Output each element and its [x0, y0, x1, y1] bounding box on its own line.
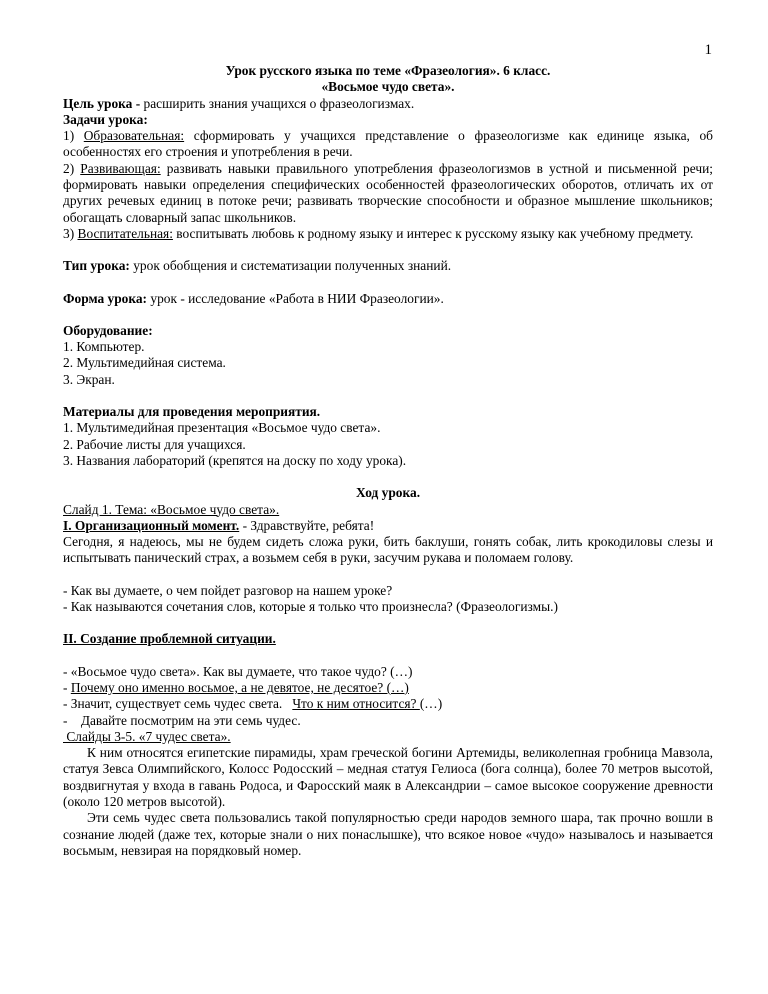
task-number: 3): [63, 225, 78, 241]
lesson-goal: [63, 96, 713, 112]
task-text: развивать навыки правильного употребления фразеологизмов в устной и письменной речи; формировать навыки определения специфических особенностей фразеологических оборотов, отличать их от других речевых единиц в потоке речи; развивать творческие способности и образное мышление школьников; обогащать словарный запас школьников.: [63, 160, 713, 225]
equipment-item: 1. Компьютер.: [63, 339, 145, 355]
materials-item: 3. Названия лабораторий (крепятся на доску по ходу урока).: [63, 452, 407, 468]
document-title: Урок русского языка по теме «Фразеология». 6 класс.: [225, 63, 551, 78]
slides-3-5-label: Слайды 3-5. «7 чудес света».: [63, 728, 231, 744]
lesson-type-label: Тип урока:: [63, 258, 130, 274]
wonders-paragraph: К ним относятся египетские пирамиды, храм греческой богини Артемиды, великолепная гробница Мавзола, статуя Зевса Олимпийского, Колосс Родосский – медная статуя Гелиоса (бога солнца), более 70 метров высотой, воздвигнутая у входа в гавань Родоса, и Фаросский маяк в Александрии – самое высокое сооружение древности (около 120 метров высотой).: [63, 745, 713, 809]
equipment-item: 3. Экран.: [63, 371, 115, 387]
equipment-heading: Оборудование:: [63, 322, 153, 338]
dialogue-underlined: Что к ним относится?: [292, 696, 420, 712]
section-1-heading: I. Организационный момент.: [63, 517, 240, 533]
lesson-form-label: Форма урока:: [63, 290, 148, 306]
tasks-heading: Задачи урока:: [63, 111, 148, 127]
dialogue-line-1: - «Восьмое чудо света». Как вы думаете, что такое чудо? (…): [63, 663, 413, 679]
question-2: - Как называются сочетания слов, которые я только что произнесла? (Фразеологизмы.): [63, 599, 558, 615]
section-1: [63, 518, 713, 534]
document-subtitle: «Восьмое чудо света».: [321, 79, 455, 95]
dialogue-text: - Значит, существует семь чудес света.: [63, 696, 293, 712]
task-item: [63, 128, 713, 161]
lesson-goal-text: расширить знания учащихся о фразеологизмах.: [140, 95, 415, 111]
task-label: Развивающая:: [80, 160, 161, 176]
task-number: 1): [63, 128, 84, 144]
question-1: - Как вы думаете, о чем пойдет разговор на нашем уроке?: [63, 582, 393, 598]
lesson-type: [63, 258, 713, 274]
lesson-form: [63, 291, 713, 307]
lesson-goal-label: Цель урока -: [63, 95, 141, 111]
task-label: Воспитательная:: [77, 225, 173, 241]
task-number: 2): [63, 160, 81, 176]
equipment-item: 2. Мультимедийная система.: [63, 355, 226, 371]
section-1-greeting: - Здравствуйте, ребята!: [239, 517, 375, 533]
materials-item: 1. Мультимедийная презентация «Восьмое чудо света».: [63, 420, 381, 436]
intro-paragraph: Сегодня, я надеюсь, мы не будем сидеть сложа руки, бить баклуши, гонять собак, лить крокодиловы слезы и испытывать панический страх, а возьмем себя в руки, засучим рукава и поломаем голову.: [63, 534, 713, 566]
materials-heading: Материалы для проведения мероприятия.: [63, 404, 321, 420]
page-number: 1: [704, 42, 712, 58]
lesson-form-text: урок - исследование «Работа в НИИ Фразеологии».: [147, 290, 444, 306]
slide-1-label: Слайд 1. Тема: «Восьмое чудо света».: [63, 501, 280, 517]
progress-heading: Ход урока.: [355, 485, 421, 501]
dialogue-suffix: (…): [419, 696, 443, 712]
section-2-heading: II. Создание проблемной ситуации.: [63, 631, 276, 647]
eighth-wonder-paragraph: Эти семь чудес света пользовались такой популярностью среди народов земного шара, так прочно вошли в сознание людей (даже тех, которые знали о них понаслышке), что всякое новое «чудо» называлось и называется восьмым, невзирая на порядковый номер.: [63, 810, 713, 858]
materials-item: 2. Рабочие листы для учащихся.: [63, 436, 246, 452]
dialogue-line-4: - Давайте посмотрим на эти семь чудес.: [63, 712, 301, 728]
document-body: [63, 63, 713, 859]
dialogue-dash: -: [63, 679, 71, 695]
task-item: [63, 161, 713, 226]
lesson-type-text: урок обобщения и систематизации полученных знаний.: [129, 258, 452, 274]
dialogue-line-3: [63, 696, 713, 712]
dialogue-underlined: Почему оно именно восьмое, а не девятое, не десятое? (…): [70, 679, 409, 695]
task-label: Образовательная:: [83, 128, 185, 144]
dialogue-line-2: [63, 680, 713, 696]
task-text: воспитывать любовь к родному языку и интерес к русскому языку как учебному предмету.: [172, 225, 694, 241]
task-item: [63, 226, 713, 242]
task-text: сформировать у учащихся представление о фразеологизме как единице языка, об особенностях его строения и употребления в речи.: [63, 128, 713, 160]
